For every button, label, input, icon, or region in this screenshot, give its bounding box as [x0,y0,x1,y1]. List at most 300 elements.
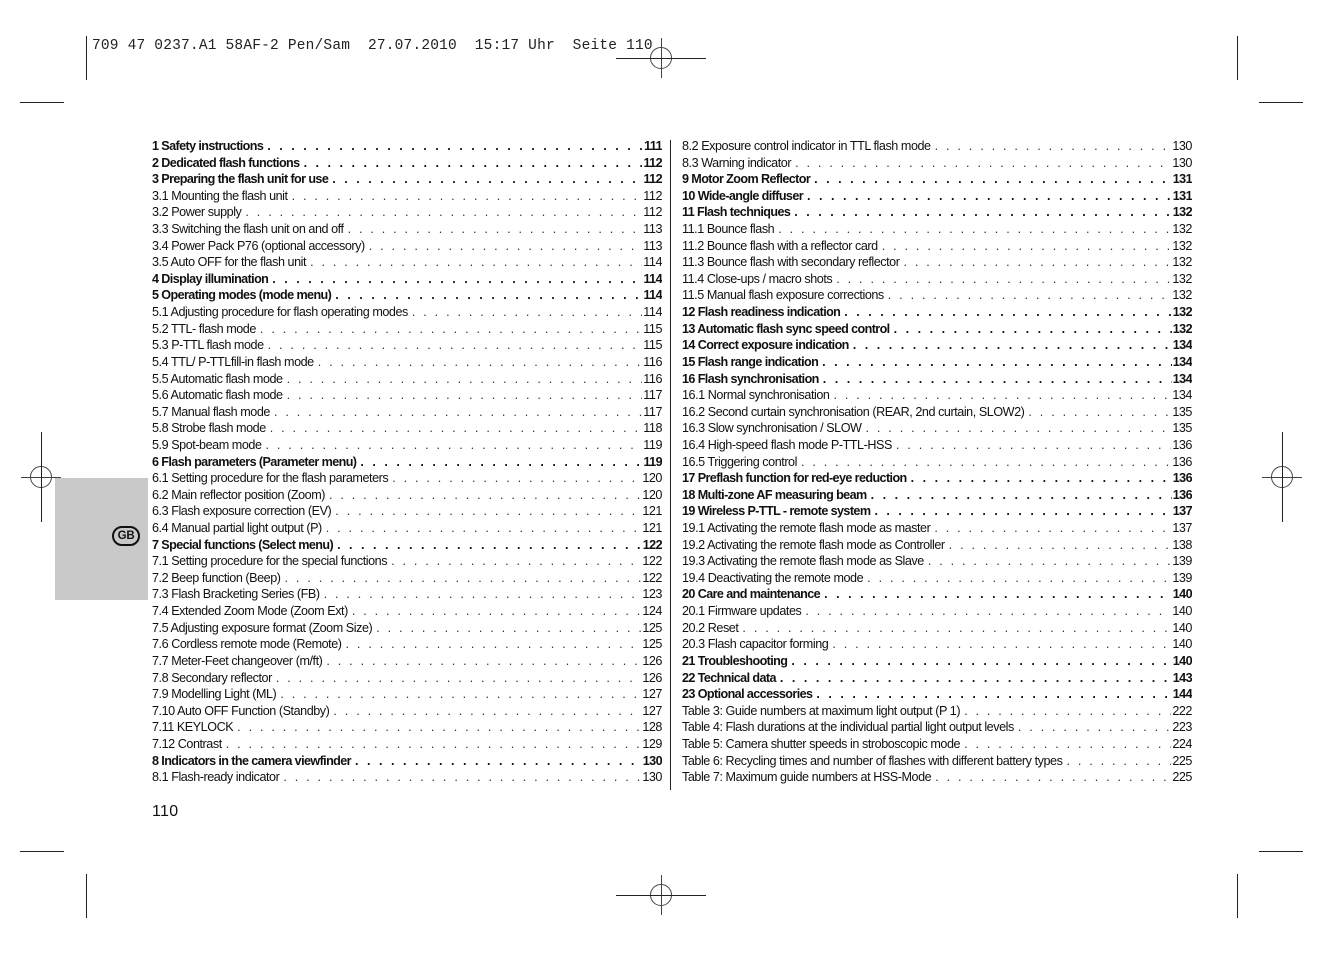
toc-dot-leader [823,371,1172,388]
toc-dot-leader [304,155,643,172]
toc-dot-leader [329,487,641,504]
toc-entry-page: 115 [643,321,662,336]
toc-entry [682,653,1192,670]
toc-dot-leader [822,354,1172,371]
toc-dot-leader [871,487,1172,504]
toc-dot-leader [412,304,642,321]
toc-entry-page: 122 [642,554,662,569]
toc-dot-leader [833,387,1171,404]
toc-dot-leader [794,204,1171,221]
toc-entry [152,636,662,653]
toc-entry-title: 20.1 Firmware updates [682,604,802,619]
toc-dot-leader [352,603,641,620]
toc-entry [152,537,662,554]
toc-entry-page: 130 [1172,155,1192,170]
toc-entry [152,670,662,687]
toc-entry-page: 125 [642,637,662,652]
toc-entry [682,686,1192,703]
toc-dot-leader [844,304,1172,321]
toc-dot-leader [874,503,1171,520]
toc-dot-leader [346,636,642,653]
toc-entry-title: 5.5 Automatic flash mode [152,371,283,386]
toc-dot-leader [287,387,643,404]
toc-entry-title: 2 Dedicated flash functions [152,155,300,170]
toc-dot-leader [360,454,642,471]
toc-entry-title: 7.3 Flash Bracketing Series (FB) [152,587,320,602]
toc-entry-title: 19.3 Activating the remote flash mode as Slave [682,554,924,569]
toc-entry-page: 132 [1172,238,1192,253]
toc-entry-title: 19.4 Deactivating the remote mode [682,570,864,585]
toc-entry-page: 140 [1172,620,1192,635]
toc-entry-title: 6.2 Main reflector position (Zoom) [152,487,325,502]
toc-entry-title: 21 Troubleshooting [682,653,788,668]
crop-mark-bottom-right-vertical [1237,874,1238,918]
toc-entry [682,337,1192,354]
toc-entry-title: Table 4: Flash durations at the individual partial light output levels [682,720,1014,735]
toc-entry-title: 15 Flash range indication [682,354,819,369]
toc-entry-title: 16.4 High-speed flash mode P-TTL-HSS [682,437,892,452]
toc-entry-title: 7.11 KEYLOCK [152,720,234,735]
toc-entry-title: 8 Indicators in the camera viewfinder [152,753,351,768]
toc-entry [682,553,1192,570]
toc-entry-page: 120 [642,487,662,502]
toc-entry-title: 16.2 Second curtain synchronisation (REAR, 2nd curtain, SLOW2) [682,404,1025,419]
toc-entry [152,221,662,238]
crop-mark-top-right-horizontal [1259,102,1303,103]
registration-line-top [616,58,706,59]
toc-entry-title: 8.1 Flash-ready indicator [152,770,280,785]
toc-entry-page: 136 [1172,471,1192,486]
toc-entry [152,204,662,221]
toc-entry [152,570,662,587]
toc-entry-page: 134 [1172,371,1192,386]
toc-entry [152,703,662,720]
toc-entry-title: 6.1 Setting procedure for the flash parameters [152,471,389,486]
language-badge: GB [112,526,140,546]
toc-entry-page: 126 [642,670,662,685]
toc-entry [152,354,662,371]
toc-entry [152,620,662,637]
toc-entry-title: 16.3 Slow synchronisation / SLOW [682,421,862,436]
toc-entry-title: 5.6 Automatic flash mode [152,388,283,403]
toc-entry-title: 4 Display illumination [152,271,269,286]
toc-dot-leader [805,603,1171,620]
toc-dot-leader [318,354,643,371]
toc-dot-leader [332,171,642,188]
toc-entry-page: 123 [642,587,662,602]
toc-entry [682,620,1192,637]
toc-entry-title: 7.12 Contrast [152,736,222,751]
toc-entry [152,454,662,471]
toc-dot-leader [324,586,642,603]
toc-entry-title: 23 Optional accessories [682,687,813,702]
toc-entry-page: 140 [1172,587,1192,602]
toc-entry [682,719,1192,736]
toc-entry [152,437,662,454]
toc-entry-page: 112 [643,155,662,170]
toc-entry [152,404,662,421]
toc-dot-leader [266,437,643,454]
crop-mark-top-right-vertical [1237,36,1238,80]
toc-entry-page: 131 [1172,188,1192,203]
toc-dot-leader [335,503,641,520]
toc-entry-page: 225 [1172,770,1192,785]
toc-entry-title: 16.1 Normal synchronisation [682,388,830,403]
toc-entry-page: 127 [642,687,662,702]
toc-dot-leader [814,171,1172,188]
toc-dot-leader [742,620,1171,637]
toc-entry [152,254,662,271]
toc-entry [152,553,662,570]
toc-entry-page: 120 [642,471,662,486]
toc-entry-page: 134 [1172,338,1192,353]
toc-entry-page: 117 [643,404,662,419]
toc-entry [152,371,662,388]
toc-entry-page: 119 [643,454,662,469]
toc-dot-leader [801,454,1171,471]
toc-entry-page: 119 [643,437,662,452]
toc-entry-page: 136 [1172,454,1192,469]
toc-entry-page: 130 [1172,139,1192,153]
toc-entry-page: 116 [643,371,662,386]
toc-entry-title: 7.2 Beep function (Beep) [152,570,281,585]
toc-entry [152,586,662,603]
toc-entry-title: 10 Wide-angle diffuser [682,188,804,203]
toc-entry-page: 143 [1172,670,1192,685]
toc-dot-leader [903,254,1171,271]
toc-entry [682,420,1192,437]
toc-entry-page: 115 [643,338,662,353]
toc-entry [152,171,662,188]
toc-entry [682,321,1192,338]
toc-entry [152,188,662,205]
toc-dot-leader [795,155,1171,172]
toc-entry-title: 7.10 Auto OFF Function (Standby) [152,703,330,718]
toc-entry-page: 129 [642,736,662,751]
toc-entry [152,304,662,321]
toc-entry-title: 5.1 Adjusting procedure for flash operating modes [152,305,408,320]
toc-dot-leader [337,537,642,554]
toc-entry-title: 11.4 Close-ups / macro shots [682,271,833,286]
toc-entry [682,753,1192,770]
toc-entry-page: 144 [1172,687,1192,702]
toc-entry-page: 114 [643,271,662,286]
toc-dot-leader [292,188,643,205]
toc-dot-leader [928,553,1172,570]
toc-entry [152,719,662,736]
toc-entry [682,703,1192,720]
registration-line-bottom [616,895,706,896]
toc-dot-leader [260,321,642,338]
toc-dot-leader [824,586,1172,603]
toc-dot-leader [832,636,1171,653]
toc-dot-leader [355,753,642,770]
toc-entry-title: 5.8 Strobe flash mode [152,421,266,436]
toc-entry [152,287,662,304]
toc-entry-title: 3 Preparing the flash unit for use [152,172,329,187]
toc-entry-page: 111 [644,139,662,153]
toc-entry [682,470,1192,487]
toc-dot-leader [283,769,641,786]
toc-entry-title: 7.4 Extended Zoom Mode (Zoom Ext) [152,604,348,619]
toc-dot-leader [867,570,1171,587]
toc-entry [682,304,1192,321]
toc-dot-leader [310,254,642,271]
toc-dot-leader [391,553,641,570]
toc-entry [682,503,1192,520]
registration-line-left [41,432,42,522]
toc-entry-title: 8.2 Exposure control indicator in TTL flash mode [682,139,931,153]
toc-entry [682,736,1192,753]
toc-entry [682,487,1192,504]
toc-dot-leader [285,570,642,587]
toc-entry-page: 125 [642,620,662,635]
toc-entry-page: 140 [1172,637,1192,652]
toc-dot-leader [226,736,642,753]
toc-dot-leader [964,703,1171,720]
toc-entry [682,155,1192,172]
toc-entry-page: 118 [643,421,662,436]
toc-dot-leader [836,271,1171,288]
toc-entry-title: 11 Flash techniques [682,205,791,220]
toc-dot-leader [245,204,642,221]
toc-entry-title: 16.5 Triggering control [682,454,797,469]
toc-right-column [682,138,1192,786]
toc-entry-page: 139 [1172,554,1192,569]
toc-entry-page: 121 [642,504,662,519]
crop-mark-bottom-left-vertical [86,874,87,918]
toc-entry-page: 140 [1172,604,1192,619]
toc-entry-page: 116 [643,354,662,369]
toc-entry-page: 127 [642,703,662,718]
toc-entry [152,753,662,770]
toc-entry [152,271,662,288]
toc-entry-title: 18 Multi-zone AF measuring beam [682,487,867,502]
toc-entry-page: 137 [1172,504,1192,519]
toc-entry-page: 135 [1172,404,1192,419]
toc-entry-page: 128 [642,720,662,735]
toc-entry-title: 20.2 Reset [682,620,739,635]
toc-dot-leader [866,420,1172,437]
toc-entry [682,636,1192,653]
toc-entry-title: 12 Flash readiness indication [682,305,841,320]
toc-entry-title: 6.3 Flash exposure correction (EV) [152,504,332,519]
toc-dot-leader [326,653,641,670]
toc-entry-title: 3.1 Mounting the flash unit [152,188,288,203]
toc-dot-leader [333,703,641,720]
toc-entry-page: 113 [643,238,662,253]
toc-entry [682,188,1192,205]
toc-dot-leader [934,520,1171,537]
toc-entry [682,204,1192,221]
toc-entry-title: 3.3 Switching the flash unit on and off [152,222,344,237]
toc-entry [152,686,662,703]
crop-mark-bottom-right-horizontal [1259,851,1303,852]
toc-entry-title: 11.2 Bounce flash with a reflector card [682,238,878,253]
toc-entry-title: 20 Care and maintenance [682,587,821,602]
toc-entry-title: 19.1 Activating the remote flash mode as master [682,521,931,536]
toc-dot-leader [1028,404,1171,421]
print-header: 709 47 0237.A1 58AF-2 Pen/Sam 27.07.2010 15:17 Uhr Seite 110 [92,38,653,54]
toc-dot-leader [778,221,1171,238]
toc-entry [682,404,1192,421]
toc-dot-leader [935,138,1172,155]
toc-entry [682,537,1192,554]
toc-entry-page: 222 [1172,703,1192,718]
toc-entry [152,387,662,404]
toc-dot-leader [1018,719,1171,736]
toc-entry-title: 3.2 Power supply [152,205,242,220]
toc-entry-page: 134 [1172,354,1192,369]
toc-dot-leader [882,238,1172,255]
toc-entry [682,437,1192,454]
toc-dot-leader [268,337,643,354]
toc-entry-page: 140 [1172,653,1192,668]
toc-entry [682,354,1192,371]
toc-dot-leader [326,520,642,537]
toc-dot-leader [272,271,642,288]
toc-dot-leader [237,719,641,736]
toc-entry [682,287,1192,304]
toc-dot-leader [335,287,642,304]
toc-entry-page: 134 [1172,388,1192,403]
toc-entry-title: 11.1 Bounce flash [682,222,775,237]
toc-dot-leader [267,138,643,155]
toc-entry-title: 22 Technical data [682,670,776,685]
toc-entry-title: Table 5: Camera shutter speeds in stroboscopic mode [682,736,961,751]
toc-entry-page: 112 [643,205,662,220]
toc-entry-title: 7 Special functions (Select menu) [152,537,334,552]
toc-entry-page: 131 [1172,172,1192,187]
toc-entry-page: 132 [1172,255,1192,270]
toc-entry [152,470,662,487]
toc-entry [682,271,1192,288]
toc-entry-title: 5.3 P-TTL flash mode [152,338,264,353]
toc-dot-leader [853,337,1172,354]
toc-entry-title: 8.3 Warning indicator [682,155,792,170]
toc-entry-page: 112 [643,172,662,187]
toc-entry-page: 114 [643,305,662,320]
toc-dot-leader [949,537,1172,554]
toc-entry [152,487,662,504]
toc-entry-title: 11.3 Bounce flash with secondary reflector [682,255,900,270]
toc-entry-page: 132 [1172,305,1192,320]
toc-entry-page: 135 [1172,421,1192,436]
toc-entry [152,321,662,338]
column-divider [670,140,671,790]
toc-entry-page: 132 [1172,271,1192,286]
toc-entry [682,238,1192,255]
toc-entry [682,520,1192,537]
toc-entry-page: 121 [642,521,662,536]
toc-entry-page: 130 [642,753,662,768]
toc-entry-title: 5 Operating modes (mode menu) [152,288,332,303]
toc-entry [152,769,662,786]
toc-entry-title: 16 Flash synchronisation [682,371,819,386]
toc-entry [152,503,662,520]
toc-entry-title: 3.5 Auto OFF for the flash unit [152,255,307,270]
toc-dot-leader [376,620,641,637]
toc-entry-page: 224 [1172,736,1192,751]
toc-entry-page: 114 [643,288,662,303]
toc-entry [152,653,662,670]
toc-entry-page: 132 [1172,205,1192,220]
toc-entry-title: Table 3: Guide numbers at maximum light output (P 1) [682,703,961,718]
toc-entry-title: 11.5 Manual flash exposure corrections [682,288,884,303]
toc-dot-leader [287,371,643,388]
toc-entry [152,520,662,537]
toc-dot-leader [911,470,1172,487]
toc-dot-leader [888,287,1172,304]
toc-dot-leader [270,420,643,437]
toc-dot-leader [280,686,641,703]
toc-entry-title: 5.9 Spot-beam mode [152,437,262,452]
crop-mark-top-left-horizontal [20,102,64,103]
toc-dot-leader [1066,753,1171,770]
toc-entry [152,420,662,437]
toc-entry-page: 132 [1172,321,1192,336]
toc-dot-leader [807,188,1172,205]
toc-entry [152,155,662,172]
toc-entry-title: 5.7 Manual flash mode [152,404,270,419]
toc-entry-page: 139 [1172,570,1192,585]
toc-entry [152,238,662,255]
toc-entry-page: 122 [642,537,662,552]
toc-dot-leader [894,321,1172,338]
toc-entry [682,138,1192,155]
toc-entry-title: 7.9 Modelling Light (ML) [152,687,277,702]
toc-entry-title: 20.3 Flash capacitor forming [682,637,829,652]
toc-entry-page: 132 [1172,222,1192,237]
toc-dot-leader [964,736,1171,753]
toc-dot-leader [935,769,1171,786]
registration-line-right [1282,432,1283,522]
toc-entry-title: 7.8 Secondary reflector [152,670,272,685]
toc-dot-leader [348,221,643,238]
toc-dot-leader [274,404,642,421]
toc-dot-leader [791,653,1171,670]
toc-entry-title: 1 Safety instructions [152,139,264,153]
toc-entry-title: 17 Preflash function for red-eye reduction [682,471,907,486]
toc-entry-title: 7.6 Cordless remote mode (Remote) [152,637,342,652]
toc-entry-title: 13 Automatic flash sync speed control [682,321,890,336]
toc-entry-title: 19.2 Activating the remote flash mode as Controller [682,537,945,552]
toc-dot-leader [896,437,1171,454]
toc-entry-title: Table 6: Recycling times and number of flashes with different battery types [682,753,1063,768]
toc-entry [682,603,1192,620]
toc-entry [152,736,662,753]
toc-dot-leader [816,686,1171,703]
toc-entry-page: 122 [642,570,662,585]
toc-entry-page: 136 [1172,437,1192,452]
toc-entry-page: 126 [642,653,662,668]
toc-entry [682,254,1192,271]
crop-mark-bottom-left-horizontal [20,851,64,852]
toc-entry-title: Table 7: Maximum guide numbers at HSS-Mode [682,770,932,785]
toc-dot-leader [276,670,641,687]
toc-dot-leader [369,238,643,255]
toc-entry-title: 7.5 Adjusting exposure format (Zoom Size) [152,620,373,635]
toc-entry-title: 7.1 Setting procedure for the special functions [152,554,388,569]
toc-entry-page: 117 [643,388,662,403]
toc-entry-page: 112 [643,188,662,203]
toc-entry [682,171,1192,188]
toc-entry-page: 223 [1172,720,1192,735]
toc-entry-title: 3.4 Power Pack P76 (optional accessory) [152,238,365,253]
toc-entry-title: 6 Flash parameters (Parameter menu) [152,454,357,469]
toc-entry-page: 130 [642,770,662,785]
page-number: 110 [152,803,179,820]
